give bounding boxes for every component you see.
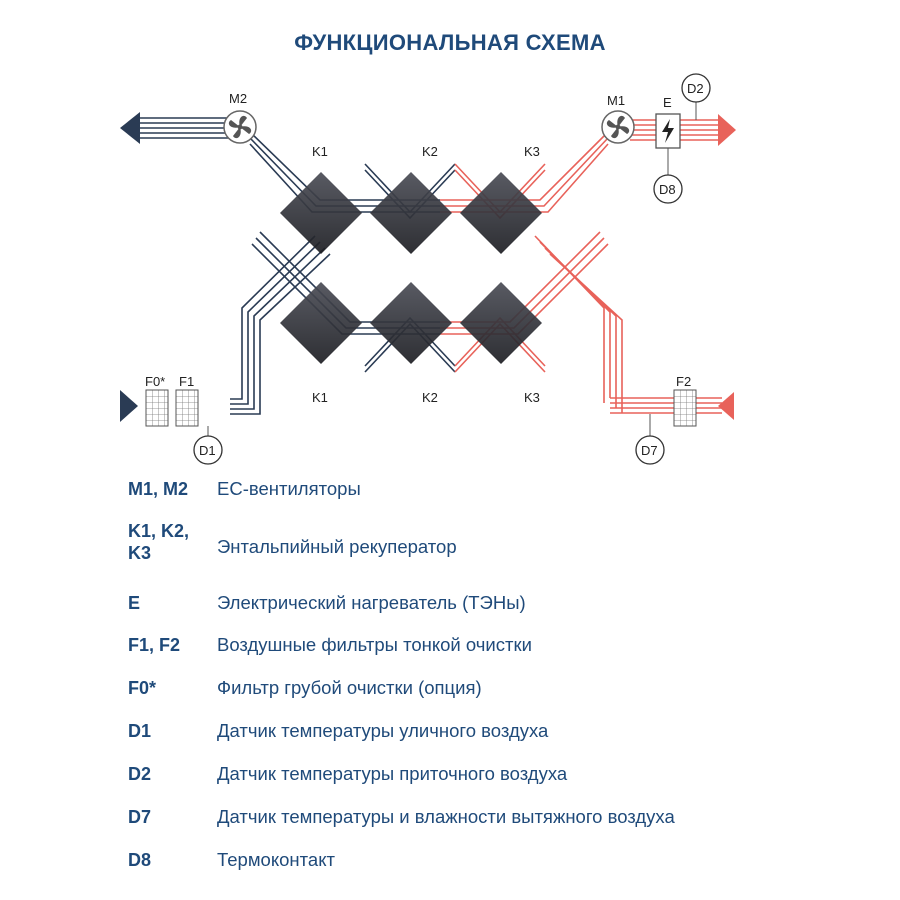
- legend-code: D1: [128, 721, 152, 741]
- legend-desc: Датчик температуры и влажности вытяжного воздуха: [217, 806, 675, 827]
- label-d1: D1: [199, 443, 216, 458]
- core-k3-bottom: [460, 282, 542, 364]
- fan-m2-icon: [224, 111, 256, 143]
- extract-inlet-arrow-icon: [718, 392, 734, 420]
- label-f2: F2: [676, 374, 692, 389]
- label-k2-bottom: K2: [422, 390, 438, 405]
- label-f1: F1: [179, 374, 195, 389]
- label-f0: F0*: [145, 374, 166, 389]
- core-k1-top: [280, 172, 362, 254]
- page-title: ФУНКЦИОНАЛЬНАЯ СХЕМА: [294, 30, 606, 55]
- legend-desc: Термоконтакт: [217, 849, 335, 870]
- label-k2-top: K2: [422, 144, 438, 159]
- exhaust-outlet-arrow-icon: [120, 112, 140, 144]
- core-k3-top: [460, 172, 542, 254]
- legend-code: D2: [128, 764, 152, 784]
- legend-code: F0*: [128, 678, 157, 698]
- core-k2-bottom: [370, 282, 452, 364]
- core-k1-bottom: [280, 282, 362, 364]
- functional-diagram: [110, 72, 750, 472]
- filter-f2: [674, 390, 696, 426]
- fan-m1-icon: [602, 111, 634, 143]
- legend-desc: Электрический нагреватель (ТЭНы): [217, 592, 526, 613]
- label-k3-bottom: K3: [524, 390, 540, 405]
- label-k1-bottom: K1: [312, 390, 328, 405]
- supply-outlet-arrow-icon: [718, 114, 736, 146]
- label-d2: D2: [687, 81, 704, 96]
- legend-desc: Фильтр грубой очистки (опция): [217, 677, 482, 698]
- legend-desc: Датчик температуры приточного воздуха: [217, 763, 568, 784]
- legend-desc: Энтальпийный рекуператор: [217, 536, 457, 557]
- legend-code: F1, F2: [128, 635, 181, 655]
- legend-code: E: [128, 593, 141, 613]
- legend-code: D7: [128, 807, 152, 827]
- legend-desc: Воздушные фильтры тонкой очистки: [217, 634, 532, 655]
- legend-desc: ЕС-вентиляторы: [217, 478, 361, 499]
- filter-f0: [146, 390, 168, 426]
- label-m2: M2: [229, 91, 248, 106]
- legend-code: M1, M2: [128, 479, 189, 499]
- label-m1: M1: [607, 93, 626, 108]
- exhaust-airflow: [138, 118, 455, 414]
- legend-desc: Датчик температуры уличного воздуха: [217, 720, 549, 741]
- filter-f1: [176, 390, 198, 426]
- heater-e: [656, 114, 680, 148]
- core-k2-top: [370, 172, 452, 254]
- label-k3-top: K3: [524, 144, 540, 159]
- label-d7: D7: [641, 443, 658, 458]
- outdoor-inlet-arrow-icon: [120, 390, 138, 422]
- label-e: E: [663, 95, 672, 110]
- label-k1-top: K1: [312, 144, 328, 159]
- label-d8: D8: [659, 182, 676, 197]
- recuperator-cores: [280, 172, 542, 364]
- legend-code: K1, K2, K3: [128, 521, 190, 563]
- supply-airflow: [440, 120, 722, 413]
- legend-code: D8: [128, 850, 152, 870]
